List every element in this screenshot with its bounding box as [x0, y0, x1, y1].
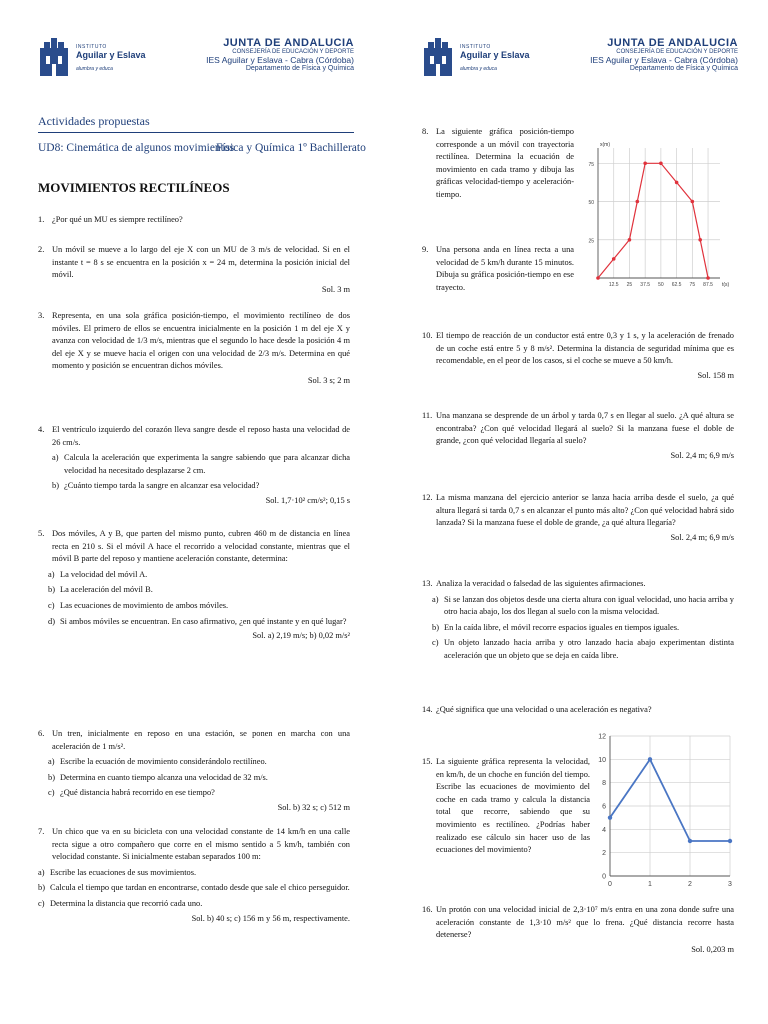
question-text: La misma manzana del ejercicio anterior se lanza hacia arriba desde el suelo, ¿a qué altura llegará si tarda 0,7 s en alcanzar el punto más alto? ¿Con qué velocidad habrá sido lanzada? Si la manzana fuese el doble de grande, ¿a qué altura llegaría? — [436, 493, 734, 528]
solution-text: Sol. b) 32 s; c) 512 m — [277, 802, 350, 812]
institute-slogan: alumbra y educa — [76, 66, 113, 72]
data-point — [659, 161, 663, 165]
question-9 — [422, 244, 574, 294]
data-point — [688, 839, 692, 843]
x-tick-label: 87.5 — [703, 282, 713, 288]
question-text: Dos móviles, A y B, que parten del mismo punto, cubren 460 m de distancia en línea recta en 210 s. Si el móvil A hace el recorrido a velocidad constante, mientras que el móvil B parte del reposo y mantiene aceleración constante, determina: — [52, 529, 350, 564]
institute-name: Aguilar y Eslava — [460, 50, 530, 60]
institute-name-block — [76, 44, 146, 72]
question-11 — [422, 410, 734, 462]
junta-title: JUNTA DE ANDALUCIA — [223, 37, 354, 49]
junta-header — [590, 37, 738, 72]
subquestion-a: Escribe las ecuaciones de sus movimientos. — [50, 867, 197, 877]
question-12 — [422, 492, 734, 544]
y-tick-label: 6 — [602, 803, 606, 811]
institute-small-label: INSTITUTO — [76, 44, 107, 50]
y-tick-label: 12 — [598, 733, 606, 741]
data-point — [628, 238, 632, 242]
subquestion-c: Determina la distancia que recorrió cada uno. — [50, 898, 203, 908]
data-point — [612, 257, 616, 261]
data-point — [636, 200, 640, 204]
question-number: 1. — [38, 215, 45, 224]
question-number: 6. — [38, 729, 45, 738]
solution-text: Sol. 2,4 m; 6,9 m/s — [670, 450, 734, 460]
position-time-chart — [580, 136, 740, 296]
department-label: Departamento de Física y Química — [245, 65, 354, 72]
subquestion-d: Si ambos móviles se encuentran. En caso afirmativo, ¿en qué instante y en qué lugar? — [60, 616, 347, 626]
question-text: La siguiente gráfica representa la velocidad, en km/h, de un choche en función del tiempo. Escribe las ecuaciones de movimiento del coche en cada tramo y calcula la distancia total que recorre, sabiendo que su movimiento es rectilíneo. ¿Podrías haber realizado ese cálculo sin hacer uso de las ecuaciones del movimiento? — [436, 757, 590, 855]
institute-name: Aguilar y Eslava — [76, 50, 146, 60]
question-number: 2. — [38, 245, 45, 254]
subquestion-a: Calcula la aceleración que experimenta la sangre sabiendo que para alcanzar dicha velocidad ha necesitado desplazarse 2 cm. — [64, 453, 350, 475]
consejeria-label: CONSEJERÍA DE EDUCACIÓN Y DEPORTE — [232, 49, 354, 55]
question-7: 7. Un chico que va en su bicicleta con una velocidad constante de 14 km/h en una calle recta sigue a otro compañero que corre en el mismo sentido a 5 km/h, también con velocidad constante. Si inicialmente estaban separados 100 m: a) Escribe las ecuaciones de sus movimientos. b) Calcula el tiempo que tardan en encontrarse, contado desde que sale el chico perseguidor. c) Determina la distancia que recorrió cada uno. Sol. b) 40 s; c) 156 m y 56 m, respectivamente. — [38, 826, 350, 925]
velocity-time-chart — [590, 728, 742, 894]
institute-slogan: alumbra y educa — [460, 66, 497, 72]
question-text: Analiza la veracidad o falsedad de las siguientes afirmaciones. — [436, 579, 646, 588]
y-tick-label: 4 — [602, 826, 606, 834]
header-divider — [38, 132, 354, 133]
data-point — [675, 181, 679, 185]
x-tick-label: 62.5 — [671, 282, 682, 288]
question-number: 12. — [422, 493, 433, 502]
subquestion-b: La aceleración del móvil B. — [60, 585, 153, 595]
question-14 — [422, 704, 734, 717]
y-tick-label: 75 — [588, 161, 594, 168]
solution-text: Sol. a) 2,19 m/s; b) 0,02 m/s² — [252, 631, 350, 641]
question-text: Una persona anda en línea recta a una velocidad de 5 km/h durante 15 minutos. Dibuja su gráfica posición-tiempo en ese trayecto. — [436, 245, 574, 292]
question-number: 8. — [422, 127, 429, 136]
data-point — [728, 839, 732, 843]
right-page — [384, 0, 768, 1024]
question-number: 10. — [422, 331, 433, 340]
solution-text: Sol. 3 m — [321, 284, 350, 294]
data-point — [608, 815, 612, 819]
subquestion-c: Un objeto lanzado hacia arriba y otro lanzado hacia abajo experimentan distinta aceleración que un objeto que se deja en caída libre. — [444, 638, 734, 660]
school-label: IES Aguilar y Eslava - Cabra (Córdoba) — [206, 55, 354, 65]
consejeria-label: CONSEJERÍA DE EDUCACIÓN Y DEPORTE — [616, 49, 738, 55]
question-text: Un protón con una velocidad inicial de 2,3·10⁷ m/s entra en una zona donde sufre una aceleración constante de 1,3·10 m/s² que lo frena. ¿Qué distancia recorre hasta detenerse? — [436, 905, 734, 940]
question-10 — [422, 330, 734, 382]
institute-logo-icon — [38, 38, 70, 78]
data-point — [706, 276, 710, 280]
y-tick-label: 8 — [602, 780, 606, 788]
data-point — [691, 200, 695, 204]
x-tick-label: 75 — [689, 282, 696, 288]
question-text: ¿Por qué un MU es siempre rectilíneo? — [52, 215, 183, 224]
y-tick-label: 0 — [602, 873, 606, 881]
subquestion-c: ¿Qué distancia habrá recorrido en ese tiempo? — [60, 788, 215, 798]
question-text: La siguiente gráfica posición-tiempo corresponde a un móvil con trayectoria rectilínea. Determina la ecuación de movimiento en cada tramo y dibuja las gráficas velocidad-tiempo y aceleración-tiempo. — [436, 127, 574, 199]
question-8 — [422, 126, 574, 202]
solution-text: Sol. 1,7·10² cm/s²; 0,15 s — [265, 495, 350, 505]
question-text: Una manzana se desprende de un árbol y tarda 0,7 s en llegar al suelo. ¿A qué altura se encontraba? ¿Con qué velocidad llegará al suelo? Si la manzana fuese el doble de grande, ¿con qué velocidad llegaría al suelo? — [436, 411, 734, 446]
question-text: El tiempo de reacción de un conductor está entre 0,3 y 1 s, y la aceleración de frenado de un coche está entre 5 y 8 m/s². Determina la distancia de seguridad mínima que es recomendable, en el peor de los casos, si el coche se mueve a 50 km/h. — [436, 331, 734, 366]
series-line — [598, 163, 708, 278]
institute-name-block — [460, 44, 530, 72]
subquestion-b: ¿Cuánto tiempo tarda la sangre en alcanzar esa velocidad? — [64, 481, 260, 491]
question-number: 7. — [38, 827, 45, 836]
question-1 — [38, 214, 350, 227]
subquestion-b: Determina en cuanto tiempo alcanza una velocidad de 32 m/s. — [60, 772, 268, 782]
y-tick-label: 50 — [588, 200, 594, 207]
unit-title: UD8: Cinemática de algunos movimientos — [38, 142, 235, 154]
question-text: Un chico que va en su bicicleta con una velocidad constante de 14 km/h en una calle recta sigue a otro compañero que corre en el mismo sentido a 5 km/h, también con velocidad constante. Si inicialmente estaban separados 100 m: — [52, 827, 350, 862]
subquestion-c: Las ecuaciones de movimiento de ambos móviles. — [60, 600, 229, 610]
question-text: Un tren, inicialmente en reposo en una estación, se ponen en marcha con una aceleración de 1 m/s². — [52, 729, 350, 751]
question-number: 3. — [38, 311, 45, 320]
data-point — [596, 276, 600, 280]
solution-text: Sol. 2,4 m; 6,9 m/s — [670, 532, 734, 542]
course-title: Física y Química 1º Bachillerato — [216, 142, 366, 154]
page-title: MOVIMIENTOS RECTILÍNEOS — [38, 180, 230, 195]
subquestion-b: Calcula el tiempo que tardan en encontrarse, contado desde que sale el chico perseguidor. — [50, 883, 350, 893]
x-tick-label: 2 — [688, 881, 692, 888]
question-text: El ventrículo izquierdo del corazón lleva sangre desde el reposo hasta una velocidad de 26 cm/s. — [52, 425, 350, 447]
activities-heading: Actividades propuestas — [38, 114, 150, 128]
institute-small-label: INSTITUTO — [460, 44, 491, 50]
x-tick-label: 3 — [728, 881, 732, 888]
junta-header — [206, 37, 354, 72]
solution-text: Sol. 3 s; 2 m — [307, 375, 350, 385]
question-4: 4. El ventrículo izquierdo del corazón lleva sangre desde el reposo hasta una velocidad de 26 cm/s. a) Calcula la aceleración que experimenta la sangre sabiendo que para alcanzar dicha velocidad ha necesitado desplazarse 2 cm. b) ¿Cuánto tiempo tarda la sangre en alcanzar esa velocidad? Sol. 1,7·10² cm/s²; 0,15 s — [38, 424, 350, 508]
question-number: 15. — [422, 757, 433, 766]
y-tick-label: 10 — [598, 756, 606, 764]
question-text: Un móvil se mueve a lo largo del eje X con un MU de 3 m/s de velocidad. Si en el instante t = 8 s se encuentra en la posición x = 24 m, determina la posición inicial del móvil. — [52, 245, 350, 280]
data-point — [643, 161, 647, 165]
solution-text: Sol. 0,203 m — [691, 944, 734, 954]
question-number: 4. — [38, 425, 45, 434]
x-tick-label: 37.5 — [640, 282, 651, 288]
x-tick-label: 50 — [658, 282, 664, 288]
x-tick-label: 1 — [648, 881, 652, 888]
y-tick-label: 2 — [602, 850, 606, 858]
subquestion-b: En la caída libre, el móvil recorre espacios iguales en tiempos iguales. — [444, 622, 680, 632]
x-tick-label: 25 — [626, 282, 633, 288]
question-number: 16. — [422, 905, 433, 914]
question-number: 13. — [422, 579, 433, 588]
subquestion-a: La velocidad del móvil A. — [60, 569, 148, 579]
question-6: 6. Un tren, inicialmente en reposo en una estación, se ponen en marcha con una aceleración de 1 m/s². a) Escribe la ecuación de movimiento considerándolo rectilíneo. b) Determina en cuanto tiempo alcanza una velocidad de 32 m/s. c) ¿Qué distancia habrá recorrido en ese tiempo? Sol. b) 32 s; c) 512 m — [38, 728, 350, 815]
question-number: 14. — [422, 705, 433, 714]
question-number: 9. — [422, 245, 429, 254]
question-number: 11. — [422, 411, 433, 420]
y-axis-label: x(m) — [600, 142, 610, 148]
subquestion-a: Escribe la ecuación de movimiento considerándolo rectilíneo. — [60, 757, 267, 767]
question-13: 13. Analiza la veracidad o falsedad de las siguientes afirmaciones. a) Si se lanzan dos objetos desde una cierta altura con igual velocidad, uno hacia arriba y otro hacia abajo, los dos llegan al suelo con la misma velocidad. b) En la caída libre, el móvil recorre espacios iguales en tiempos iguales. c) Un objeto lanzado hacia arriba y otro lanzado hacia abajo experimentan distinta aceleración que un objeto que se deja en caída libre. — [422, 578, 734, 663]
x-tick-label: 0 — [608, 881, 612, 888]
subquestion-a: Si se lanzan dos objetos desde una cierta altura con igual velocidad, uno hacia arriba y otro hacia abajo, los dos llegan al suelo con la misma velocidad. — [444, 594, 734, 617]
question-text: ¿Qué significa que una velocidad o una aceleración es negativa? — [436, 705, 652, 714]
question-text: Representa, en una sola gráfica posición-tiempo, el movimiento rectilíneo de dos móviles. El primero de ellos se encuentra inicialmente en la posición 1 m del eje X y avanza con velocidad de 1/3 m/s, mientras que el segundo lo hace desde la posición 4 m del eje X y se mueve hacia el origen con una velocidad de 2/3 m/s. Determina en qué momento y posición se encuentran dichos móviles. — [52, 311, 350, 371]
department-label: Departamento de Física y Química — [629, 65, 738, 72]
data-point — [698, 238, 702, 242]
junta-title: JUNTA DE ANDALUCIA — [607, 37, 738, 49]
solution-text: Sol. b) 40 s; c) 156 m y 56 m, respectivamente. — [191, 913, 350, 923]
question-15 — [422, 756, 590, 857]
y-tick-label: 25 — [588, 238, 594, 245]
school-label: IES Aguilar y Eslava - Cabra (Córdoba) — [590, 55, 738, 65]
solution-text: Sol. 158 m — [697, 370, 734, 380]
question-5: 5. Dos móviles, A y B, que parten del mismo punto, cubren 460 m de distancia en línea recta en 210 s. Si el móvil A hace el recorrido a velocidad constante, mientras que el móvil B parte del reposo y mantiene aceleración constante, determina: a) La velocidad del móvil A. b) La aceleración del móvil B. c) Las ecuaciones de movimiento de ambos móviles. d) Si ambos móviles se encuentran. En caso afirmativo, ¿en qué instante y en qué lugar? Sol. a) 2,19 m/s; b) 0,02 m/s² — [38, 528, 350, 643]
x-axis-label: t(s) — [722, 282, 730, 288]
series-line — [610, 759, 730, 841]
question-2 — [38, 244, 350, 296]
question-3 — [38, 310, 350, 388]
question-16 — [422, 904, 734, 956]
question-number: 5. — [38, 529, 45, 538]
data-point — [648, 757, 652, 761]
x-tick-label: 12.5 — [608, 282, 619, 288]
institute-logo-icon — [422, 38, 454, 78]
